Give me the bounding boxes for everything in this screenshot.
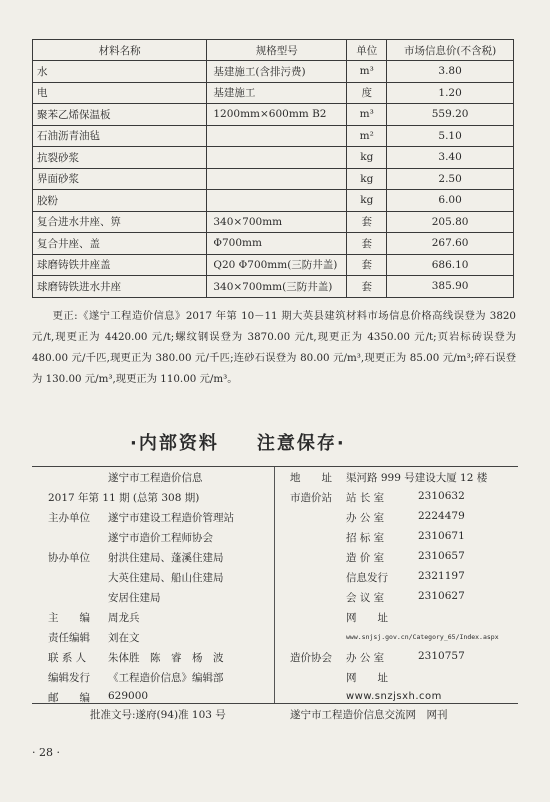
issue-number: 2017 年第 11 期 (总第 308 期) xyxy=(48,492,200,504)
price-cell: 385.90 xyxy=(387,276,514,298)
divider-vertical xyxy=(274,467,275,703)
header-unit: 单位 xyxy=(347,40,387,61)
price-cell: 6.00 xyxy=(387,190,514,212)
table-row xyxy=(33,125,514,147)
network-name: 遂宁市工程造价信息交流网 网刊 xyxy=(290,709,448,721)
material-name-cell: 复合井座、盖 xyxy=(33,233,207,255)
table-row xyxy=(33,168,514,190)
spec-cell: 1200mm×600mm B2 xyxy=(207,104,347,126)
assoc-web[interactable]: www.snzjsxh.com xyxy=(346,691,442,702)
price-cell: 3.80 xyxy=(387,61,514,83)
address: 渠河路 999 号建设大厦 12 楼 xyxy=(346,472,488,484)
unit-cell: kg xyxy=(347,190,387,212)
table-row xyxy=(33,211,514,233)
spec-cell: Φ700mm xyxy=(207,233,347,255)
co-1: 射洪住建局、蓬溪住建局 xyxy=(108,552,224,564)
material-name-cell: 界面砂浆 xyxy=(33,168,207,190)
editor: 周龙兵 xyxy=(108,612,140,624)
sponsor-2: 遂宁市造价工程师协会 xyxy=(108,532,213,544)
price-cell: 5.10 xyxy=(387,125,514,147)
unit-cell: 度 xyxy=(347,82,387,104)
unit-cell: kg xyxy=(347,168,387,190)
office-phone: 2224479 xyxy=(418,510,465,522)
header-material-name: 材料名称 xyxy=(33,40,207,61)
price-cell: 1.20 xyxy=(387,82,514,104)
office-name: 招 标 室 xyxy=(346,532,385,544)
material-name-cell: 球磨铸铁进水井座 xyxy=(33,276,207,298)
material-name-cell: 电 xyxy=(33,82,207,104)
dist-label: 编辑发行 xyxy=(48,672,90,684)
editor-label: 主 编 xyxy=(48,612,90,624)
table-header-row xyxy=(33,40,514,61)
office-phone: 2310671 xyxy=(418,530,465,542)
spec-cell: Q20 Φ700mm(三防井盖) xyxy=(207,254,347,276)
assoc-web-label: 网 址 xyxy=(346,672,388,684)
assoc-phone: 2310757 xyxy=(418,650,465,662)
table-row xyxy=(33,147,514,169)
price-cell: 205.80 xyxy=(387,211,514,233)
material-name-cell: 水 xyxy=(33,61,207,83)
co-2: 大英住建局、船山住建局 xyxy=(108,572,224,584)
price-cell: 267.60 xyxy=(387,233,514,255)
unit-cell: 套 xyxy=(347,254,387,276)
spec-cell: 340×700mm(三防井盖) xyxy=(207,276,347,298)
spec-cell: 基建施工(含排污费) xyxy=(207,61,347,83)
price-cell: 3.40 xyxy=(387,147,514,169)
spec-cell xyxy=(207,125,347,147)
spec-cell xyxy=(207,168,347,190)
station-label: 市造价站 xyxy=(290,492,332,504)
approval-number: 批准文号:遂府(94)准 103 号 xyxy=(90,709,226,721)
web-label: 网 址 xyxy=(346,612,388,624)
postcode: 629000 xyxy=(108,690,149,702)
web-url[interactable]: www.snjsj.gov.cn/Category_65/Index.aspx xyxy=(346,633,499,641)
table-row xyxy=(33,61,514,83)
price-cell: 559.20 xyxy=(387,104,514,126)
resp-editor: 刘在文 xyxy=(108,632,140,644)
header-spec: 规格型号 xyxy=(207,40,347,61)
price-table xyxy=(32,39,514,298)
table-row xyxy=(33,104,514,126)
resp-label: 责任编辑 xyxy=(48,632,90,644)
price-cell: 686.10 xyxy=(387,254,514,276)
table-row xyxy=(33,82,514,104)
co-label: 协办单位 xyxy=(48,552,90,564)
office-name: 造 价 室 xyxy=(346,552,385,564)
table-row xyxy=(33,254,514,276)
unit-cell: 套 xyxy=(347,233,387,255)
post-label: 邮 编 xyxy=(48,692,90,704)
unit-cell: kg xyxy=(347,147,387,169)
office-phone: 2321197 xyxy=(418,570,465,582)
unit-cell: 套 xyxy=(347,276,387,298)
office-name: 站 长 室 xyxy=(346,492,385,504)
material-name-cell: 石油沥青油毡 xyxy=(33,125,207,147)
sponsor-1: 遂宁市建设工程造价管理站 xyxy=(108,512,234,524)
assoc-office: 办 公 室 xyxy=(346,652,385,664)
divider-top xyxy=(32,466,518,467)
banner-keep: 注意保存· xyxy=(256,433,346,454)
address-label: 地 址 xyxy=(290,472,332,484)
contact: 朱体胜 陈 睿 杨 波 xyxy=(108,652,224,664)
table-row xyxy=(33,276,514,298)
office-phone: 2310627 xyxy=(418,590,465,602)
office-phone: 2310632 xyxy=(418,490,465,502)
contact-label: 联 系 人 xyxy=(48,652,87,664)
material-name-cell: 复合进水井座、箅 xyxy=(33,211,207,233)
office-phone: 2310657 xyxy=(418,550,465,562)
spec-cell: 基建施工 xyxy=(207,82,347,104)
banner-internal: ·内部资料 xyxy=(130,433,219,454)
material-name-cell: 胶粉 xyxy=(33,190,207,212)
material-name-cell: 聚苯乙烯保温板 xyxy=(33,104,207,126)
unit-cell: m³ xyxy=(347,61,387,83)
material-name-cell: 球磨铸铁井座盖 xyxy=(33,254,207,276)
header-price: 市场信息价(不含税) xyxy=(387,40,514,61)
office-name: 办 公 室 xyxy=(346,512,385,524)
assoc-label: 造价协会 xyxy=(290,652,332,664)
sponsor-label: 主办单位 xyxy=(48,512,90,524)
table-row xyxy=(33,190,514,212)
banner xyxy=(130,429,346,455)
spec-cell xyxy=(207,147,347,169)
table-row xyxy=(33,233,514,255)
office-name: 会 议 室 xyxy=(346,592,385,604)
divider-bottom xyxy=(32,703,518,704)
page-number: · 28 · xyxy=(32,746,60,759)
material-name-cell: 抗裂砂浆 xyxy=(33,147,207,169)
co-3: 安居住建局 xyxy=(108,592,161,604)
unit-cell: m² xyxy=(347,125,387,147)
spec-cell: 340×700mm xyxy=(207,211,347,233)
unit-cell: m³ xyxy=(347,104,387,126)
pub-title: 遂宁市工程造价信息 xyxy=(108,472,203,484)
office-name: 信息发行 xyxy=(346,572,388,584)
dist: 《工程造价信息》编辑部 xyxy=(108,672,224,684)
spec-cell xyxy=(207,190,347,212)
price-cell: 2.50 xyxy=(387,168,514,190)
correction-notice: 更正:《遂宁工程造价信息》2017 年第 10－11 期大英县建筑材料市场信息价格高线误登为 3820 元/t,现更正为 4420.00 元/t;螺纹钢误登为 3870.00 元/t,现更正为 4350.00 元/t;页岩标砖误登为 480.00 元/千匹,现更正为 380.00 元/千匹;连砂石误登为 80.00 元/m³,现更正为 85.00 元/m³;碎石误登为 130.00 元/m³,现更正为 110.00 元/m³。 xyxy=(32,310,516,386)
unit-cell: 套 xyxy=(347,211,387,233)
